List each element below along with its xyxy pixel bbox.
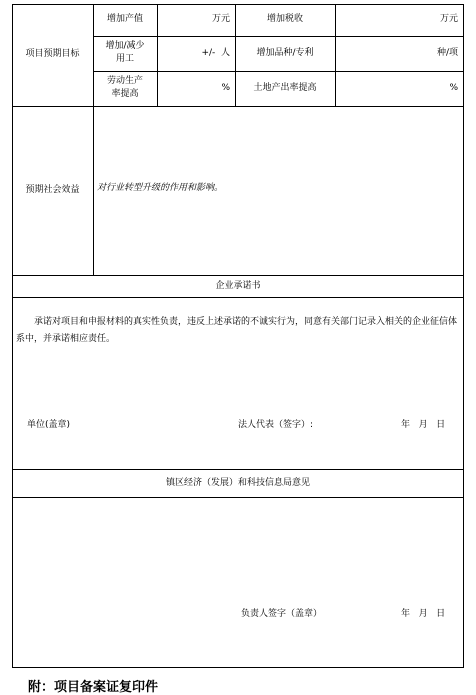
project-target-label: 项目预期目标 <box>25 49 80 59</box>
table-top-border <box>12 4 464 5</box>
output-label: 增加产值 <box>106 14 143 24</box>
labor-unit: % <box>221 83 230 93</box>
jobs-value: +/- 人 <box>201 48 230 58</box>
table-left-border <box>12 4 13 668</box>
unit-seal-label: 单位(盖章) <box>27 420 71 430</box>
section-divider <box>12 275 464 276</box>
table-right-border <box>463 4 464 668</box>
tax-unit: 万元 <box>439 14 458 24</box>
commitment-date: 年 月 日 <box>401 420 446 430</box>
section-divider <box>12 106 464 107</box>
attachment-note: 附：项目备案证复印件 <box>28 680 159 695</box>
social-benefit-content: 对行业转型升级的作用和影响。 <box>97 183 224 193</box>
commitment-title: 企业承诺书 <box>215 281 261 291</box>
output-unit: 万元 <box>211 14 230 24</box>
tax-label: 增加税收 <box>266 14 303 24</box>
varieties-label: 增加品种/专利 <box>256 48 314 58</box>
labor-label-line2: 率提高 <box>111 89 139 99</box>
varieties-unit: 种/项 <box>436 48 458 58</box>
land-label: 土地产出率提高 <box>253 83 317 93</box>
land-unit: % <box>449 83 458 93</box>
table-bottom-border <box>12 667 464 668</box>
signature-label: 负责人签字（盖章） <box>241 609 323 619</box>
section-divider <box>12 497 464 498</box>
section-divider <box>12 469 464 470</box>
bureau-opinion-title: 镇区经济（发展）和科技信息局意见 <box>165 478 310 488</box>
jobs-label-line1: 增加/减少 <box>105 41 145 51</box>
row-divider <box>93 71 464 72</box>
legal-rep-label: 法人代表（签字）: <box>238 420 314 430</box>
bureau-date: 年 月 日 <box>401 609 446 619</box>
section-divider <box>12 297 464 298</box>
commitment-text: 承诺对项目和申报材料的真实性负责，违反上述承诺的不诚实行为，同意有关部门记录入相关的企业征信体系中，并承诺相应责任。 <box>16 317 458 344</box>
row-divider <box>93 36 464 37</box>
jobs-label-line2: 用工 <box>115 54 134 64</box>
social-benefit-label: 预期社会效益 <box>25 185 80 195</box>
labor-label-line1: 劳动生产 <box>106 76 143 86</box>
